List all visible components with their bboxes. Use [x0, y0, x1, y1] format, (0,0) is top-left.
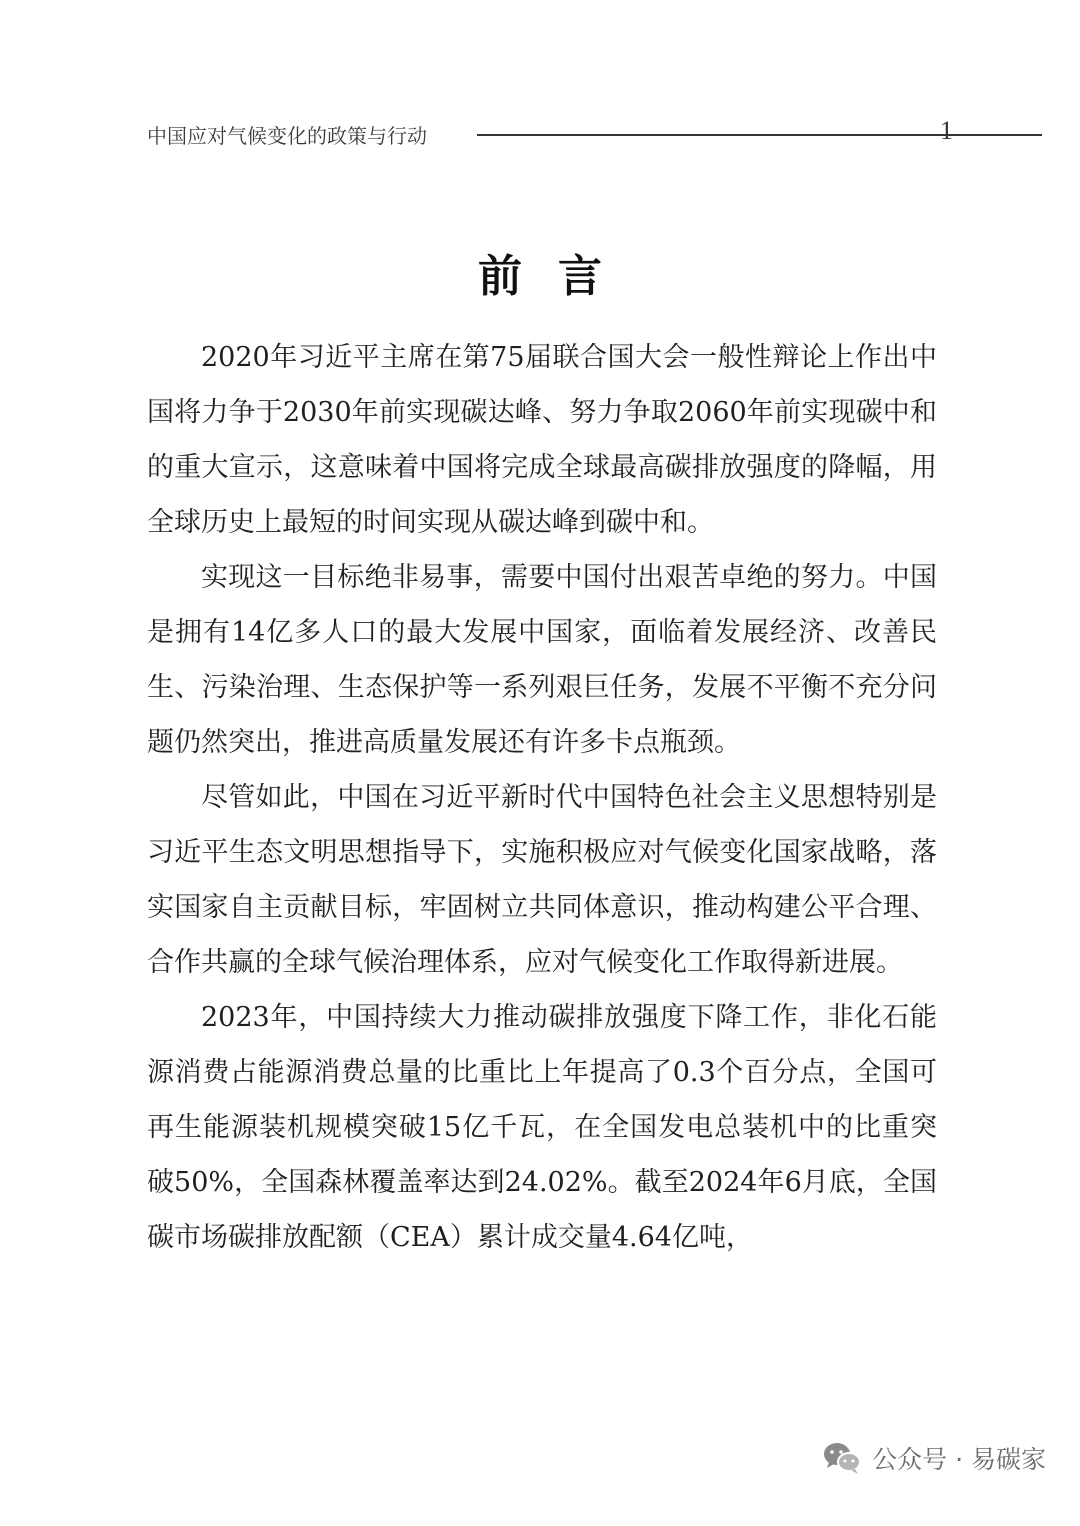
wechat-icon: [822, 1440, 862, 1476]
body-text: [147, 330, 937, 1265]
watermark-text: 公众号 · 易碳家: [872, 1445, 1046, 1474]
paragraph-2: 实现这一目标绝非易事，需要中国付出艰苦卓绝的努力。中国是拥有14亿多人口的最大发展中国家，面临着发展经济、改善民生、污染治理、生态保护等一系列艰巨任务，发展不平衡不充分问题仍然突出，推进高质量发展还有许多卡点瓶颈。: [147, 562, 937, 758]
section-title: 前言: [478, 251, 638, 302]
running-header: [147, 116, 953, 152]
paragraph-1: 2020年习近平主席在第75届联合国大会一般性辩论上作出中国将力争于2030年前实现碳达峰、努力争取2060年前实现碳中和的重大宣示，这意味着中国将完成全球最高碳排放强度的降幅，用全球历史上最短的时间实现从碳达峰到碳中和。: [147, 342, 937, 538]
paragraph-3: 尽管如此，中国在习近平新时代中国特色社会主义思想特别是习近平生态文明思想指导下，实施积极应对气候变化国家战略，落实国家自主贡献目标，牢固树立共同体意识，推动构建公平合理、合作共赢的全球气候治理体系，应对气候变化工作取得新进展。: [147, 782, 937, 978]
page-number: 1: [940, 116, 953, 145]
running-header-title: 中国应对气候变化的政策与行动: [147, 124, 427, 148]
watermark: [822, 1440, 1046, 1476]
header-rule: [477, 134, 1042, 136]
paragraph-4: 2023年，中国持续大力推动碳排放强度下降工作，非化石能源消费占能源消费总量的比重比上年提高了0.3个百分点，全国可再生能源装机规模突破15亿千瓦，在全国发电总装机中的比重突破50%，全国森林覆盖率达到24.02%。截至2024年6月底，全国碳市场碳排放配额（CEA）累计成交量4.64亿吨，: [147, 1002, 937, 1253]
